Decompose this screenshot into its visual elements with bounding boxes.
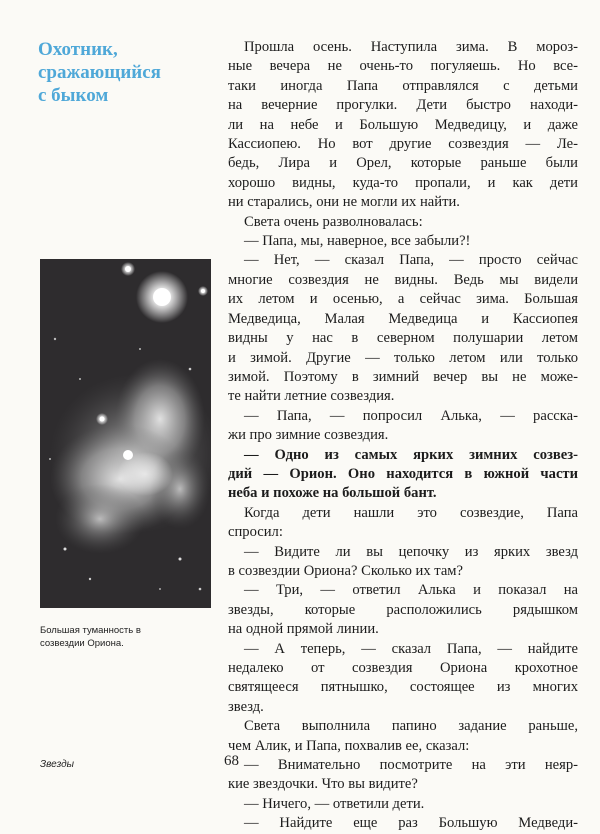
body-text-line: неба и похоже на большой бант. <box>228 485 437 502</box>
body-text-line: — А теперь, — сказал Папа, — найдите <box>244 640 578 657</box>
body-text-line: дий — Орион. Оно находится в южной части <box>228 465 578 482</box>
body-text-line: Света очень разволновалась: <box>244 213 423 230</box>
body-text-line: — Внимательно посмотрите на эти неяр- <box>244 757 578 774</box>
body-text-line: — Найдите еще раз Большую Медведи- <box>244 815 578 832</box>
body-text-line: звезды, которые расположились рядышком <box>228 601 578 618</box>
body-text-line: чем Алик, и Папа, похвалив ее, сказал: <box>228 737 470 754</box>
body-text-line: таки иногда Папа отправлялся с детьми <box>228 77 578 94</box>
body-text-line: Кассиопею. Но вот другие созвездия — Ле- <box>228 136 578 153</box>
body-text-line: святящееся пятнышко, состоящее из многих <box>228 679 578 696</box>
body-text-line: Когда дети нашли это созвездие, Папа <box>244 504 578 521</box>
photo-caption <box>40 624 220 650</box>
body-text-line: — Нет, — сказал Папа, — просто сейчас <box>244 252 578 269</box>
body-text-line: их летом и осенью, а сейчас зима. Большая <box>228 291 578 308</box>
chapter-title-line: с быком <box>38 85 109 106</box>
body-text-line: в созвездии Ориона? Сколько их там? <box>228 562 464 579</box>
body-text-line: спросил: <box>228 524 283 541</box>
body-text-line: бедь, Лира и Орел, которые раньше были <box>228 155 578 172</box>
chapter-title-line: сражающийся <box>38 62 161 83</box>
body-text-line: ни старались, они не могли их найти. <box>228 194 460 211</box>
body-text-line: ли на небе и Большую Медведицу, и даже <box>228 116 578 133</box>
body-text-line: звезд. <box>228 698 264 715</box>
chapter-title-line: Охотник, <box>38 39 118 60</box>
chapter-title <box>38 38 218 107</box>
body-text-line: Прошла осень. Наступила зима. В мороз- <box>244 39 578 55</box>
body-text-line: те найти летние созвездия. <box>228 388 395 405</box>
page-number: 68 <box>224 753 239 769</box>
body-text-line: — Одно из самых ярких зимних созвез- <box>244 446 578 463</box>
body-text-line: Медведица, Малая Медведица и Кассиопея <box>228 310 578 327</box>
body-text-line: зимой. Поэтому в зимний вечер вы не може- <box>228 368 578 385</box>
orion-nebula-photo <box>40 259 211 608</box>
body-text-line: на одной прямой линии. <box>228 621 379 638</box>
body-text-line: и зимой. Другие — только летом или только <box>228 349 578 366</box>
body-text-line: ные вечера не очень-то погуляешь. Но все- <box>228 58 578 75</box>
body-text-line: — Папа, — попросил Алька, — расска- <box>244 407 578 424</box>
section-label: Звезды <box>40 759 75 770</box>
body-text-line: Света выполнила папино задание раньше, <box>244 718 578 735</box>
photo-caption-line: Большая туманность в <box>40 625 141 636</box>
body-text-line: — Видите ли вы цепочку из ярких звезд <box>244 543 578 560</box>
body-text-line: видны у нас в северном полушарии летом <box>228 330 578 347</box>
body-text-line: — Папа, мы, наверное, все забыли?! <box>244 233 471 250</box>
body-text-line: многие созвездия не видны. Ведь мы видели <box>228 271 578 288</box>
body-text-line: — Три, — ответил Алька и показал на <box>244 582 578 599</box>
body-text-line: жи про зимние созвездия. <box>228 427 389 444</box>
body-text-line: — Ничего, — ответили дети. <box>244 795 425 812</box>
body-text-line: на вечерние прогулки. Дети быстро находи- <box>228 97 578 114</box>
body-text-line: кие звездочки. Что вы видите? <box>228 776 418 793</box>
body-text-line: хорошо видны, куда-то пропали, и как дети <box>228 174 578 191</box>
body-text-line: недалеко от созвездия Ориона крохотное <box>228 660 578 676</box>
photo-caption-line: созвездии Ориона. <box>40 638 124 649</box>
body-text <box>228 38 578 834</box>
